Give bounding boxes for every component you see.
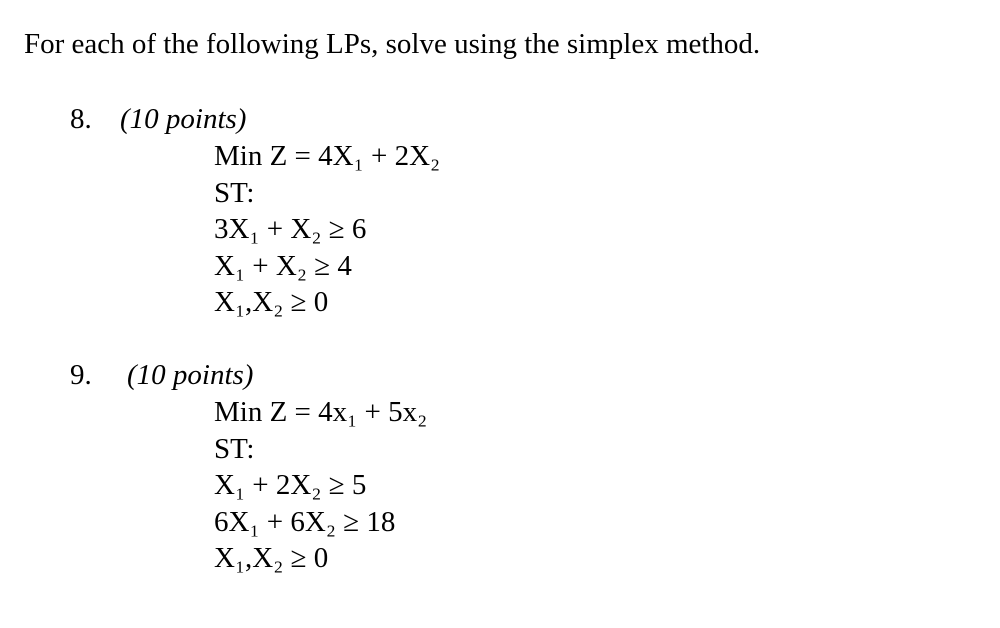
constraint-2: 6X₁ + 6X₂ ≥ 18 bbox=[214, 505, 396, 538]
problem-formulation bbox=[214, 138, 440, 321]
problem-formulation bbox=[214, 394, 427, 577]
constraint-1: 3X₁ + X₂ ≥ 6 bbox=[214, 213, 367, 246]
problem-points: (10 points) bbox=[127, 359, 254, 391]
constraint-1: X₁ + 2X₂ ≥ 5 bbox=[214, 469, 367, 502]
problem-number: 9. bbox=[70, 359, 92, 391]
objective-function: Min Z = 4X₁ + 2X₂ bbox=[214, 140, 441, 172]
subject-to-label: ST: bbox=[214, 432, 255, 465]
non-negativity-constraint: X₁,X₂ ≥ 0 bbox=[214, 542, 329, 575]
subject-to-label: ST: bbox=[214, 176, 255, 209]
problem-points: (10 points) bbox=[120, 103, 247, 135]
instructions-text: For each of the following LPs, solve using the simplex method. bbox=[24, 28, 761, 60]
problem-number: 8. bbox=[70, 103, 92, 135]
non-negativity-constraint: X₁,X₂ ≥ 0 bbox=[214, 286, 329, 319]
objective-function: Min Z = 4x₁ + 5x₂ bbox=[214, 396, 428, 428]
constraint-2: X₁ + X₂ ≥ 4 bbox=[214, 249, 352, 282]
